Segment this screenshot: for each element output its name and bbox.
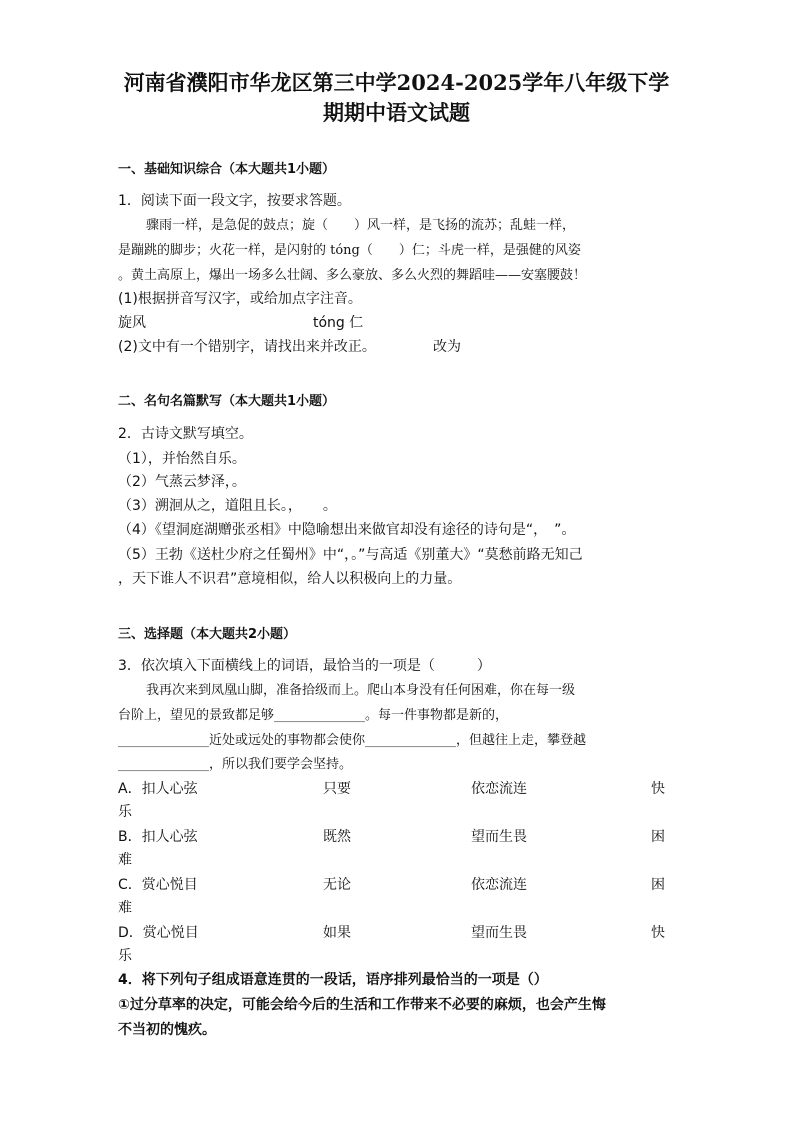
q2-line-6: ，天下谁人不识君”意境相似，给人以积极向上的力量。 [118, 571, 462, 587]
doc-title-line-1: 河南省濮阳市华龙区第三中学2024-2025学年八年级下学 [123, 70, 670, 95]
doc-title-line-2: 期期中语文试题 [323, 100, 470, 125]
option-c-col-3: 依恋流连 [471, 877, 527, 893]
question-2-stem: 2．古诗文默写填空。 [118, 426, 253, 442]
q2-line-1: （1），并怡然自乐。 [118, 451, 246, 467]
q2-line-5: （5）王勃《送杜少府之任蜀州》中“，。”与高适《别董大》“莫愁前路无知己 [118, 547, 583, 563]
question-1-sub-2: (2)文中有一个错别字，请找出来并改正。 [118, 339, 376, 355]
passage-3-line-2: 台阶上，望见的景致都足够______________。每一件事物都是新的， [118, 708, 509, 723]
option-d-col-4: 快 [651, 925, 665, 941]
passage-1-line-2: 是蹦跳的脚步；火花一样，是闪射的 tóng（ ）仁；斗虎一样，是强健的风姿 [118, 243, 581, 258]
option-d-col-5: 乐 [118, 948, 132, 964]
question-1-stem: 1．阅读下面一段文字，按要求答题。 [118, 193, 351, 209]
option-b-col-1: B．扣人心弦 [118, 829, 198, 845]
sub-1-answer-b: tóng 仁 [313, 315, 364, 331]
q4-line-2: 不当初的愧疚。 [118, 1022, 216, 1038]
question-4-stem: 4．将下列句子组成语意连贯的一段话，语序排列最恰当的一项是（） [118, 972, 548, 988]
passage-3-line-4: ______________，所以我们要学会坚持。 [118, 757, 353, 772]
option-d-col-1: D．赏心悦目 [118, 925, 199, 941]
q2-line-3: （3）溯洄从之，道阻且长。， 。 [118, 498, 337, 514]
option-a-col-4: 快 [651, 781, 665, 797]
section-2-heading: 二、名句名篇默写（本大题共1小题） [118, 394, 336, 409]
option-b-col-5: 难 [118, 852, 132, 868]
passage-1-line-3: 。黄土高原上，爆出一场多么壮阔、多么豪放、多么火烈的舞蹈哇——安塞腰鼓！ [118, 268, 587, 283]
option-a-col-3: 依恋流连 [471, 781, 527, 797]
option-c-col-1: C．赏心悦目 [118, 877, 198, 893]
section-1-heading: 一、基础知识综合（本大题共1小题） [118, 162, 336, 177]
option-b-col-4: 困 [651, 829, 665, 845]
option-a-col-2: 只要 [323, 781, 351, 797]
option-c-col-4: 困 [651, 877, 665, 893]
option-b-col-2: 既然 [323, 829, 351, 845]
q2-line-2: （2）气蒸云梦泽，。 [118, 474, 246, 490]
option-a-col-5: 乐 [118, 804, 132, 820]
q4-line-1: ①过分草率的决定，可能会给今后的生活和工作带来不必要的麻烦，也会产生悔 [118, 997, 606, 1013]
question-3-stem: 3．依次填入下面横线上的词语，最恰当的一项是（ ） [118, 658, 491, 674]
passage-3-line-3: ______________近处或远处的事物都会使你______________，但越往上走，攀登越 [118, 733, 587, 748]
sub-2-answer: 改为 [433, 339, 461, 355]
option-c-col-2: 无论 [323, 877, 351, 893]
passage-1-line-1: 骤雨一样，是急促的鼓点；旋（ ）风一样，是飞扬的流苏；乱蛙一样， [146, 218, 576, 233]
option-c-col-5: 难 [118, 900, 132, 916]
q2-line-4: （4）《望洞庭湖赠张丞相》中隐喻想出来做官却没有途径的诗句是“， ”。 [118, 522, 576, 538]
question-1-sub-1: (1)根据拼音写汉字，或给加点字注音。 [118, 291, 362, 307]
section-3-heading: 三、选择题（本大题共2小题） [118, 627, 297, 642]
option-d-col-3: 望而生畏 [471, 925, 527, 941]
option-b-col-3: 望而生畏 [471, 829, 527, 845]
passage-3-line-1: 我再次来到凤凰山脚，准备拾级而上。爬山本身没有任何困难，你在每一级 [146, 683, 576, 698]
option-d-col-2: 如果 [323, 925, 351, 941]
option-a-col-1: A．扣人心弦 [118, 781, 198, 797]
sub-1-answer-a: 旋风 [118, 315, 146, 331]
